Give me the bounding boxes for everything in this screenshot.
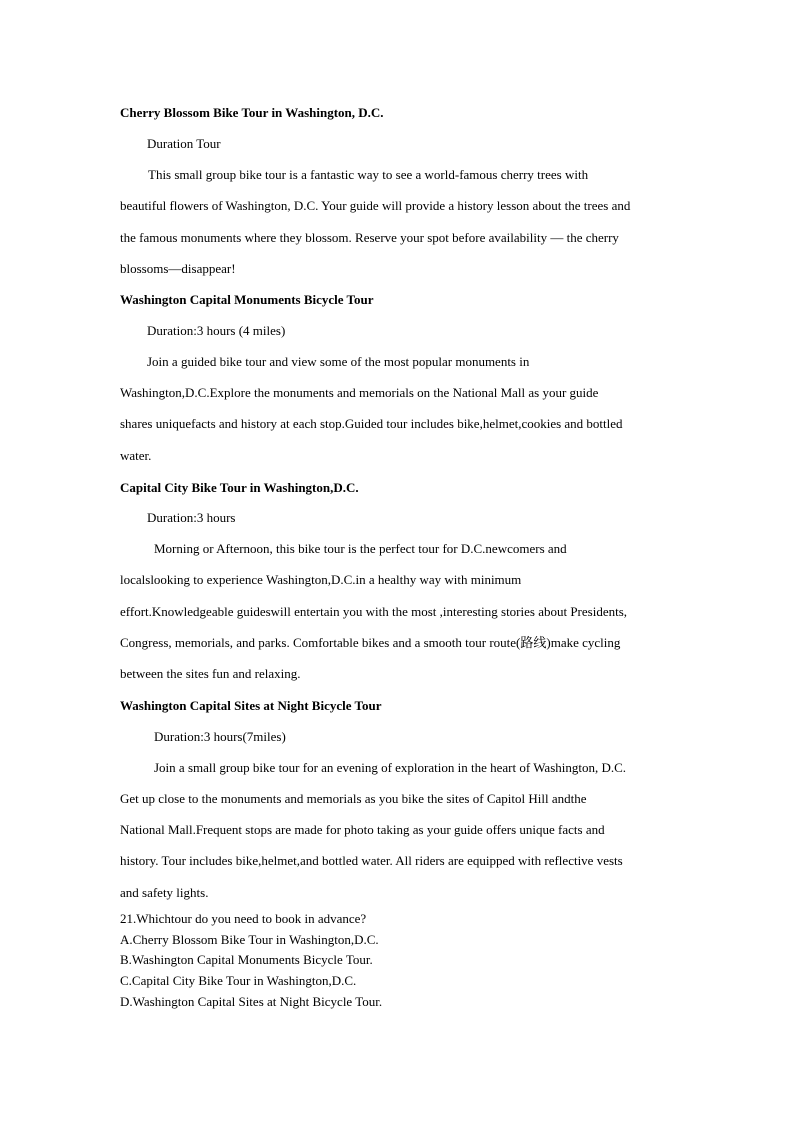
tour-description-line: beautiful flowers of Washington, D.C. Your guide will provide a history lesson about the trees and	[120, 198, 631, 213]
tour-description-line: Join a small group bike tour for an evening of exploration in the heart of Washington, D.C.	[154, 760, 627, 775]
tour-description-line: Join a guided bike tour and view some of the most popular monuments in	[147, 354, 530, 369]
tour-duration: Duration:3 hours (4 miles)	[147, 323, 286, 338]
tour-description-line: Washington,D.C.Explore the monuments and memorials on the National Mall as your guide	[120, 385, 599, 400]
tour-description-line: the famous monuments where they blossom. Reserve your spot before availability — the cherry	[120, 230, 619, 245]
tour-description-line: and safety lights.	[120, 885, 209, 900]
tour-title: Washington Capital Monuments Bicycle Tour	[120, 292, 374, 307]
tour-title: Cherry Blossom Bike Tour in Washington, D.C.	[120, 105, 384, 120]
tour-title: Capital City Bike Tour in Washington,D.C.	[120, 480, 359, 495]
tour-description-line: effort.Knowledgeable guideswill entertain you with the most ,interesting stories about Presidents,	[120, 604, 628, 619]
tour-description-line: water.	[120, 448, 152, 463]
question-option-b: B.Washington Capital Monuments Bicycle Tour.	[120, 952, 373, 967]
tour-description-line: between the sites fun and relaxing.	[120, 666, 301, 681]
question-option-c: C.Capital City Bike Tour in Washington,D.C.	[120, 973, 357, 988]
tour-description-line: history. Tour includes bike,helmet,and bottled water. All riders are equipped with reflective vests	[120, 853, 623, 868]
tour-description-line: blossoms—disappear!	[120, 261, 236, 276]
tour-description-line: Morning or Afternoon, this bike tour is the perfect tour for D.C.newcomers and	[154, 541, 567, 556]
tour-description-line: Congress, memorials, and parks. Comfortable bikes and a smooth tour route(路线)make cycling	[120, 635, 621, 650]
question-option-d: D.Washington Capital Sites at Night Bicycle Tour.	[120, 994, 383, 1009]
tour-description-line: localslooking to experience Washington,D.C.in a healthy way with minimum	[120, 572, 522, 587]
question-stem: 21.Whichtour do you need to book in advance?	[120, 911, 367, 926]
tour-description-line: National Mall.Frequent stops are made for photo taking as your guide offers unique facts and	[120, 822, 605, 837]
tour-duration: Duration:3 hours(7miles)	[154, 729, 286, 744]
tour-title: Washington Capital Sites at Night Bicycle Tour	[120, 698, 382, 713]
question-option-a: A.Cherry Blossom Bike Tour in Washington,D.C.	[120, 932, 379, 947]
tour-duration: Duration:3 hours	[147, 510, 236, 525]
tour-description-line: This small group bike tour is a fantastic way to see a world-famous cherry trees with	[148, 167, 589, 182]
tour-description-line: shares uniquefacts and history at each stop.Guided tour includes bike,helmet,cookies and bottled	[120, 416, 623, 431]
tour-description-line: Get up close to the monuments and memorials as you bike the sites of Capitol Hill andthe	[120, 791, 587, 806]
tour-duration: Duration Tour	[147, 136, 221, 151]
